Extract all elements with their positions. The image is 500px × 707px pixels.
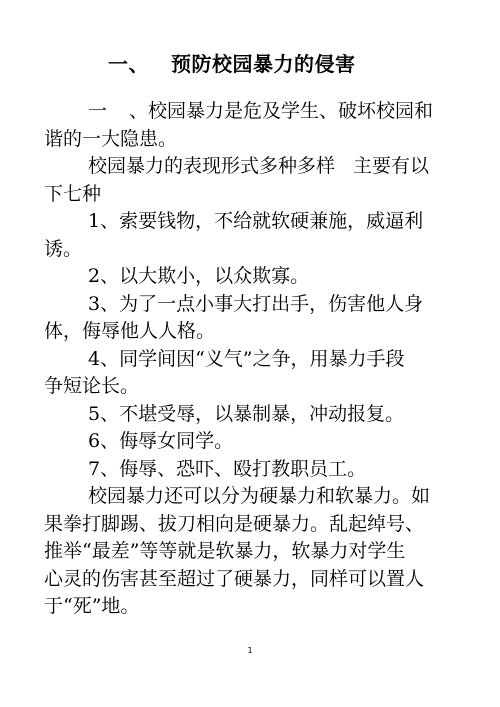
section-title-text: 预防校园暴力的侵害: [171, 52, 356, 76]
list-item-continuation: 体，侮辱他人人格。: [44, 320, 216, 342]
paragraph-text: 校园暴力的表现形式多种多样: [88, 155, 336, 177]
list-item: 3、为了一点小事大打出手，伤害他人身: [88, 292, 424, 315]
list-item: 1、索要钱物，不给就软硬兼施，威逼利: [88, 210, 424, 232]
paragraph-line: 果拳打脚踢、拔刀相向是硬暴力。乱起绰号、: [44, 512, 425, 535]
paragraph-line: 谐的一大隐患。: [44, 127, 178, 150]
list-item: 6、侮辱女同学。: [88, 430, 234, 452]
paragraph-line: 下七种: [44, 182, 102, 205]
paragraph-text: 主要有以: [353, 155, 430, 177]
page-number: 1: [247, 646, 253, 655]
paragraph-line: 心灵的伤害甚至超过了硬暴力，同样可以置人: [44, 567, 425, 590]
paragraph-line: 于“死”地。: [44, 595, 140, 617]
list-item: 7、侮辱、恐吓、殴打教职员工。: [88, 457, 367, 480]
paragraph-text: 、校园暴力是危及学生、破坏校园和: [129, 100, 434, 122]
paragraph-line: [44, 98, 464, 126]
list-item: 5、不堪受辱，以暴制暴，冲动报复。: [88, 402, 405, 425]
paragraph-line: [44, 153, 464, 181]
list-item: 2、以大欺小，以众欺寡。: [88, 265, 310, 287]
list-item: 4、同学间因“义气”之争，用暴力手段: [88, 347, 405, 370]
list-item-continuation: 争短论长。: [44, 375, 140, 397]
paragraph-line: 校园暴力还可以分为硬暴力和软暴力。如: [88, 485, 431, 507]
paragraph-line: 推举“最差”等等就是软暴力，软暴力对学生: [44, 540, 406, 562]
document-body: [44, 98, 464, 621]
paragraph-text: 一: [88, 100, 108, 122]
section-number: 一、: [108, 52, 149, 76]
section-title: [108, 48, 356, 77]
list-item-continuation: 诱。: [44, 237, 83, 260]
